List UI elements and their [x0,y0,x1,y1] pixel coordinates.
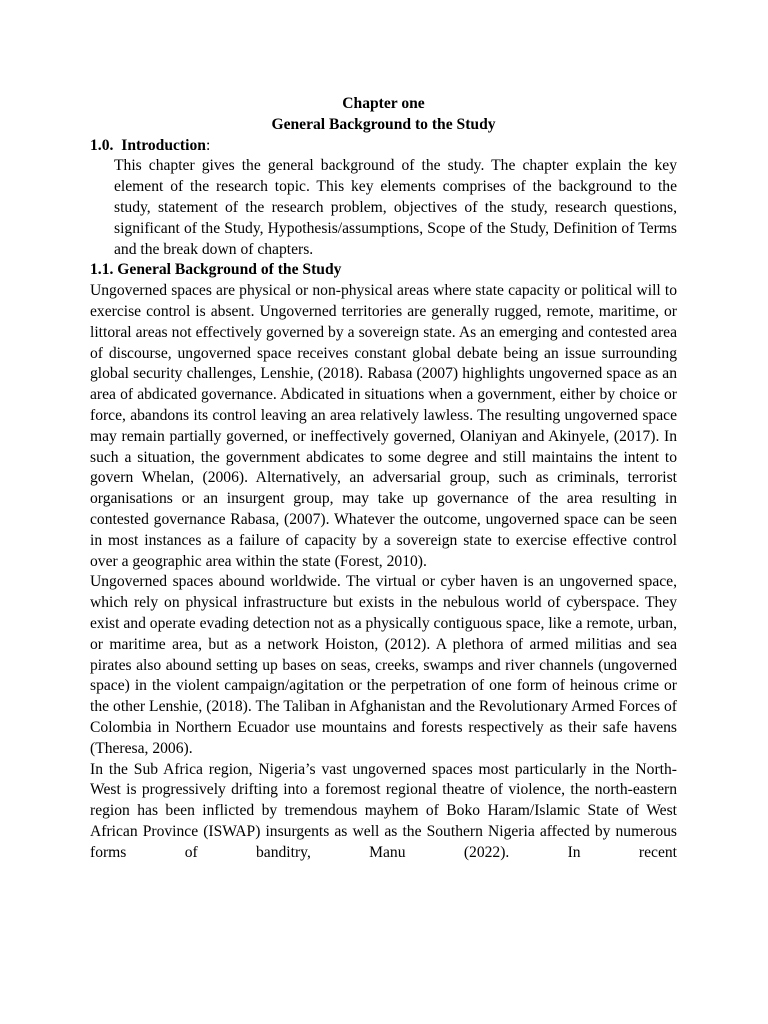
chapter-label: Chapter one [342,95,425,112]
body-paragraph-3: In the Sub Africa region, Nigeria’s vast ungoverned spaces most particularly in the North-West is progressively drifting into a foremost regional theatre of violence, the north-eastern region has been inflicted by tremendous mayhem of Boko Haram/Islamic State of West African Province (ISWAP) insurgents as well as the Southern Nigeria affected by numerous forms of banditry, Manu (2022). In recent [90,760,677,861]
section-heading-title: General Background of the Study [117,261,342,279]
introduction-text: This chapter gives the general background of the study. The chapter explain the key element of the research topic. This key elements comprises of the background to the study, statement of the research problem, objectives of the study, research questions, significant of the Study, Hypothesis/assumptions, Scope of the Study, Definition of Terms and the break down of chapters. [114,157,677,258]
introduction-heading-number: 1.0. [90,136,114,154]
body-paragraph-1: Ungoverned spaces are physical or non-physical areas where state capacity or political will to exercise control is absent. Ungoverned territories are generally rugged, remote, maritime, or littoral areas not effectively governed by a sovereign state. As an emerging and contested area of discourse, ungoverned space receives constant global debate being an issue surrounding global security challenges, Lenshie, (2018). Rabasa (2007) highlights ungoverned space as an area of abdicated governance. Abdicated in situations when a government, either by choice or force, abandons its control leaving an area relatively lawless. The resulting ungoverned space may remain partially governed, or ineffectively governed, Olaniyan and Akinyele, (2017). In such a situation, the government abdicates to some degree and still maintains the intent to govern Whelan, (2006). Alternatively, an adversarial group, such as criminals, terrorist organisations or an insurgent group, may take up governance of the area resulting in contested governance Rabasa, (2007). Whatever the outcome, ungoverned space can be seen in most instances as a failure of capacity by a sovereign state to exercise effective control over a geographic area within the state (Forest, 2010). [90,282,677,570]
introduction-heading [90,136,677,157]
introduction-heading-title: Introduction [121,136,206,154]
section-heading [90,260,677,281]
introduction-heading-colon: : [205,136,211,154]
section-heading-number: 1.1. [90,261,114,279]
document-page [90,94,677,863]
body-paragraph-2: Ungoverned spaces abound worldwide. The virtual or cyber haven is an ungoverned space, which rely on physical infrastructure but exists in the nebulous world of cyberspace. They exist and operate evading detection not as a physically contiguous space, like a remote, urban, or maritime area, but as a network Hoiston, (2012). A plethora of armed militias and sea pirates also abound setting up bases on seas, creeks, swamps and river channels (ungoverned space) in the violent campaign/agitation or the perpetration of one form of heinous crime or the other Lenshie, (2018). The Taliban in Afghanistan and the Revolutionary Armed Forces of Colombia in Northern Ecuador use mountains and forests respectively as their safe havens (Theresa, 2006). [90,573,677,757]
chapter-title: General Background to the Study [271,115,496,133]
